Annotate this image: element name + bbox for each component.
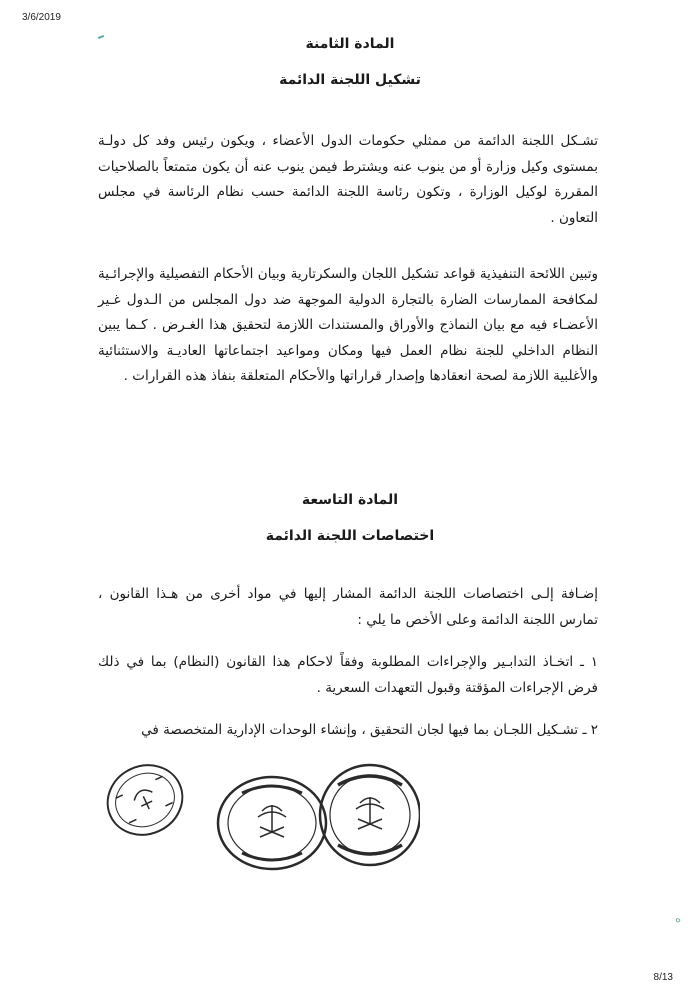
stray-mark: ه <box>673 911 682 926</box>
seal-general-secretariat <box>320 765 420 865</box>
article9-item-2: ٢ ـ تشـكيل اللجـان بما فيها لجان التحقيق ، وإنشاء الوحدات الإدارية المتخصصة في <box>141 722 598 738</box>
seal-experts-commission <box>218 777 326 869</box>
article8-subheading: تشكيل اللجنة الدائمة <box>279 72 421 88</box>
article9-item-1: ١ ـ اتخـاذ التدابـير والإجراءات المطلوبة وفقاً لاحكام هذا القانون (النظام) بما في ذلك فرض الإجراءات المؤقتة وقبول التعهدات السعرية . <box>98 654 598 696</box>
print-date: 3/6/2019 <box>22 12 61 23</box>
article9-heading: المادة التاسعة <box>301 492 399 508</box>
seal-council-of-ministers-diwan <box>100 755 194 847</box>
official-stamps <box>100 755 420 875</box>
article8-heading: المادة الثامنة <box>305 36 395 52</box>
stamps-svg <box>100 755 420 875</box>
article9-intro: إضـافة إلـى اختصاصات اللجنة الدائمة المشار إليها في مواد أخرى من هـذا القانون ، تمارس اللجنة الدائمة وعلى الأخص ما يلي : <box>98 586 598 628</box>
page-number: 8/13 <box>653 972 673 983</box>
article9-subheading: اختصاصات اللجنة الدائمة <box>265 528 435 544</box>
article8-paragraph-2: وتبين اللائحة التنفيذية قواعد تشكيل اللجان والسكرتارية وبيان الأحكام التفصيلية والإجرائـية لمكافحة الممارسات الضارة بالتجارة الدولية الموجهة ضد دول المجلس من الـدول غـير الأعضـاء فيه مع بيان النماذج والأوراق والمستندات اللازمة لتحقيق هذا الغـرض . كـما يبين النظام الداخلي للجنة نظام العمل فيها ومكان ومواعيد اجتماعاتها العاديـة والاستثنائية والأغلبية اللازمة لصحة انعقادها وإصدار قراراتها والأحكام المتعلقة بنفاذ هذه القرارات . <box>98 266 598 384</box>
article8-paragraph-1: تشـكل اللجنة الدائمة من ممثلي حكومات الدول الأعضاء ، ويكون رئيس وفد كل دولـة بمستوى وكيل وزارة أو من ينوب عنه ويشترط فيمن ينوب عنه أن يكون متمتعاً بالصلاحيات المقررة لوكيل الوزارة ، وتكون رئاسة اللجنة الدائمة حسب نظام الرئاسة في مجلس التعاون . <box>98 133 598 226</box>
